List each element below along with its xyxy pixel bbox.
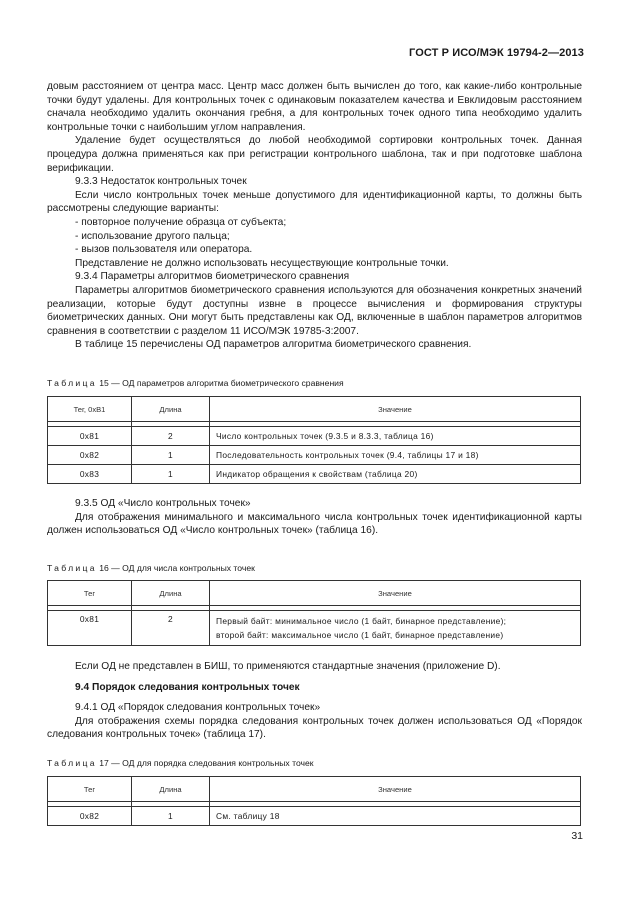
table16-caption <box>47 563 255 573</box>
paragraph: довым расстоянием от центра масс. Центр масс должен быть вычислен до того, как какие-либо контрольные точки будут удалены. Для контрольных точек с одинаковым показателем качества и Евклидовым расстоянием сначала необходимо удалить окончания гребня, а для контрольных точек одного типа необходимо удалить контрольные точки с наибольшим углом направления. <box>47 81 582 133</box>
table-cell: Индикатор обращения к свойствам (таблица 20) <box>210 465 581 484</box>
caption-text: 16 — ОД для числа контрольных точек <box>99 563 255 573</box>
table-row <box>48 427 581 446</box>
body-text-top <box>47 80 582 352</box>
table-cell: 2 <box>132 611 210 646</box>
table-cell: 0x81 <box>48 611 132 646</box>
header-cell: Длина <box>132 397 210 422</box>
table-cell: 1 <box>132 807 210 826</box>
table-16 <box>47 580 581 646</box>
header-cell: Значение <box>210 581 581 606</box>
paragraph: В таблице 15 перечислены ОД параметров алгоритма биометрического сравнения. <box>75 339 472 351</box>
list-item: - вызов пользователя или оператора. <box>75 244 253 256</box>
paragraph: Для отображения схемы порядка следования контрольных точек должен использоваться ОД «Порядок следования контрольных точек» (таблица 17). <box>47 715 582 741</box>
section-heading: 9.4 Порядок следования контрольных точек <box>75 681 300 693</box>
cell-line: Первый байт: минимальное число (1 байт, бинарное представление); <box>216 616 507 626</box>
paragraph: Если ОД не представлен в БИШ, то применяются стандартные значения (приложение D). <box>75 661 501 672</box>
table-row <box>48 465 581 484</box>
table-header-row <box>48 581 581 606</box>
table-cell: 2 <box>132 427 210 446</box>
paragraph: Удаление будет осуществляться до любой необходимой сортировки контрольных точек. Данная процедура должна применяться как при регистрации контрольного шаблона, так и при подготовке шаблона верификации. <box>47 135 582 174</box>
table-cell: Последовательность контрольных точек (9.4, таблицы 17 и 18) <box>210 446 581 465</box>
body-text-lower <box>47 660 582 742</box>
table-cell: 0x83 <box>48 465 132 484</box>
header-cell: Тег <box>48 581 132 606</box>
table-17 <box>47 776 581 826</box>
section-heading: 9.4.1 ОД «Порядок следования контрольных точек» <box>75 702 321 714</box>
table-cell: См. таблицу 18 <box>210 807 581 826</box>
section-heading: 9.3.5 ОД «Число контрольных точек» <box>75 498 251 509</box>
table15-caption <box>47 378 344 388</box>
page-number: 31 <box>571 830 583 842</box>
header-cell: Длина <box>132 777 210 802</box>
caption-word: Таблица <box>47 378 97 388</box>
table-cell: 0x82 <box>48 446 132 465</box>
table-cell: 0x82 <box>48 807 132 826</box>
table-row <box>48 807 581 826</box>
table-cell: 1 <box>132 446 210 465</box>
caption-text: 17 — ОД для порядка следования контрольных точек <box>99 758 314 768</box>
table-15 <box>47 396 581 484</box>
table-cell: 1 <box>132 465 210 484</box>
table-cell <box>210 611 581 646</box>
caption-word: Таблица <box>47 758 97 768</box>
table-cell: Число контрольных точек (9.3.5 и 8.3.3, таблица 16) <box>210 427 581 446</box>
page-header: ГОСТ Р ИСО/МЭК 19794-2—2013 <box>409 47 584 59</box>
table-cell: 0x81 <box>48 427 132 446</box>
list-item: - повторное получение образца от субъекта; <box>75 216 287 228</box>
paragraph: Параметры алгоритмов биометрического сравнения используются для обозначения конкретных значений реализации, которые будут доступны извне в процессе вычисления и формирования структуры биометрических данных. Они могут быть представлены как ОД, включенные в шаблон параметров алгоритмов сравнения в соответствии с разделом 11 ИСО/МЭК 19785-3:2007. <box>47 284 582 337</box>
header-cell: Тег <box>48 777 132 802</box>
section-heading: 9.3.3 Недостаток контрольных точек <box>75 176 247 188</box>
table-row <box>48 611 581 646</box>
paragraph: Представление не должно использовать несуществующие контрольные точки. <box>75 257 449 269</box>
header-cell: Тег, 0хВ1 <box>48 397 132 422</box>
cell-line: второй байт: максимальное число (1 байт, бинарное представление) <box>216 630 504 640</box>
header-cell: Значение <box>210 777 581 802</box>
caption-word: Таблица <box>47 563 97 573</box>
header-cell: Длина <box>132 581 210 606</box>
table-header-row <box>48 397 581 422</box>
table-row <box>48 446 581 465</box>
list-item: - использование другого пальца; <box>75 230 230 242</box>
header-cell: Значение <box>210 397 581 422</box>
table17-caption <box>47 758 314 768</box>
body-text-mid <box>47 497 582 538</box>
paragraph: Если число контрольных точек меньше допустимого для идентификационной карты, то должны быть рассмотрены следующие варианты: <box>47 189 582 215</box>
section-heading: 9.3.4 Параметры алгоритмов биометрического сравнения <box>75 271 350 283</box>
caption-text: 15 — ОД параметров алгоритма биометрического сравнения <box>99 378 344 388</box>
paragraph: Для отображения минимального и максимального числа контрольных точек идентификационной карты должен использоваться ОД «Число контрольных точек» (таблица 16). <box>47 511 582 537</box>
table-header-row <box>48 777 581 802</box>
